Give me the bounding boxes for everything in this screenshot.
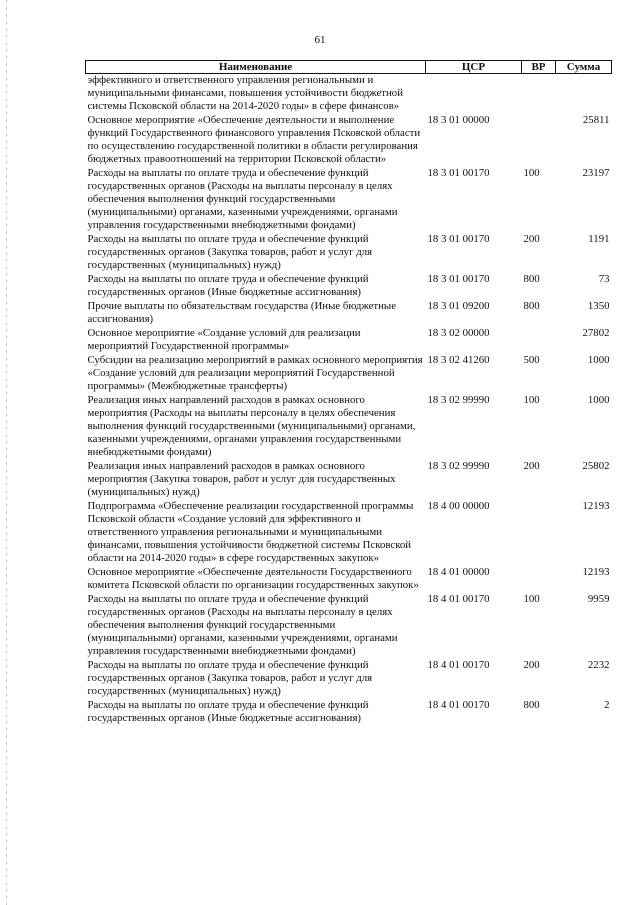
table-row — [86, 593, 612, 659]
row-csr: 18 3 01 09200 — [427, 300, 490, 312]
row-vr: 200 — [523, 659, 540, 671]
row-vr: 800 — [523, 300, 540, 312]
row-vr: 100 — [523, 593, 540, 605]
row-name: Расходы на выплаты по оплате труда и обеспечение функций государственных органов (Расходы на выплаты персоналу в целях обеспечения выполнения функций государственными (муниципальными) органами, казенными учреждениями, органами управления государственными внебюджетными фондами) — [87, 593, 398, 657]
row-csr: 18 4 00 00000 — [427, 500, 490, 512]
row-csr: 18 3 02 41260 — [427, 354, 490, 366]
row-name: Расходы на выплаты по оплате труда и обеспечение функций государственных органов (Закупка товаров, работ и услуг для государственных (муниципальных) нужд) — [87, 659, 373, 697]
row-vr — [522, 327, 556, 354]
row-sum: 1350 — [587, 300, 610, 312]
table-header — [86, 61, 612, 74]
row-csr: 18 4 01 00000 — [427, 566, 490, 578]
row-csr: 18 4 01 00170 — [427, 593, 490, 605]
table-row — [86, 114, 612, 167]
row-csr: 18 4 01 00170 — [427, 699, 490, 711]
header-row — [86, 61, 612, 74]
row-sum: 1191 — [588, 233, 610, 245]
row-csr: 18 3 02 00000 — [427, 327, 490, 339]
row-name: Расходы на выплаты по оплате труда и обеспечение функций государственных органов (Иные бюджетные ассигнования) — [87, 699, 369, 724]
row-csr: 18 3 02 99990 — [427, 460, 490, 472]
row-csr: 18 3 01 00170 — [427, 167, 490, 179]
table-row — [86, 566, 612, 593]
budget-table — [85, 60, 612, 726]
row-name: Субсидии на реализацию мероприятий в рамках основного мероприятия «Создание условий для реализации мероприятий Государственной программы» (Межбюджетные трансферты) — [87, 354, 423, 392]
row-vr: 800 — [523, 699, 540, 711]
row-sum: 1000 — [587, 354, 610, 366]
row-vr: 500 — [523, 354, 540, 366]
row-name: Основное мероприятие «Создание условий для реализации мероприятий Государственной программы» — [87, 327, 361, 352]
table-row — [86, 273, 612, 300]
row-name: Расходы на выплаты по оплате труда и обеспечение функций государственных органов (Иные бюджетные ассигнования) — [87, 273, 369, 298]
table-row — [86, 659, 612, 699]
row-sum: 9959 — [587, 593, 610, 605]
header-sum: Сумма — [556, 61, 612, 74]
row-sum: 25811 — [582, 114, 610, 126]
row-name: Подпрограмма «Обеспечение реализации государственной программы Псковской области «Создание условий для эффективного и ответственного управления региональными и муниципальными финансами, повышения устойчивости бюджетной системы Псковской области на 2014-2020 годы» в сфере государственных закупок» — [87, 500, 414, 564]
row-csr — [426, 74, 522, 115]
row-csr: 18 3 01 00170 — [427, 233, 490, 245]
row-name: Прочие выплаты по обязательствам государства (Иные бюджетные ассигнования) — [87, 300, 396, 325]
header-vr: ВР — [522, 61, 556, 74]
row-sum: 25802 — [582, 460, 610, 472]
row-csr: 18 3 01 00000 — [427, 114, 490, 126]
row-name: Реализация иных направлений расходов в рамках основного мероприятия (Закупка товаров, работ и услуг для государственных (муниципальных) нужд) — [87, 460, 396, 498]
table-body — [86, 74, 612, 727]
scan-edge-line — [6, 0, 7, 905]
table-row — [86, 74, 612, 115]
row-sum: 1000 — [587, 394, 610, 406]
row-name: Расходы на выплаты по оплате труда и обеспечение функций государственных органов (Закупка товаров, работ и услуг для государственных (муниципальных) нужд) — [87, 233, 373, 271]
header-name: Наименование — [86, 61, 426, 74]
row-vr: 800 — [523, 273, 540, 285]
table-row — [86, 699, 612, 726]
row-vr — [522, 74, 556, 115]
row-sum: 73 — [598, 273, 610, 285]
row-vr: 100 — [523, 167, 540, 179]
row-sum: 23197 — [582, 167, 610, 179]
table-row — [86, 354, 612, 394]
row-csr: 18 4 01 00170 — [427, 659, 490, 671]
row-sum: 27802 — [582, 327, 610, 339]
table-row — [86, 300, 612, 327]
row-sum: 2232 — [587, 659, 610, 671]
row-csr: 18 3 01 00170 — [427, 273, 490, 285]
page-number: 61 — [314, 34, 326, 46]
row-csr: 18 3 02 99990 — [427, 394, 490, 406]
row-vr — [522, 500, 556, 566]
header-csr: ЦСР — [426, 61, 522, 74]
row-sum: 2 — [604, 699, 610, 711]
row-vr — [522, 114, 556, 167]
row-vr: 100 — [523, 394, 540, 406]
table-row — [86, 460, 612, 500]
row-sum: 12193 — [582, 566, 610, 578]
table-row — [86, 233, 612, 273]
row-vr: 200 — [523, 233, 540, 245]
row-name: Расходы на выплаты по оплате труда и обеспечение функций государственных органов (Расходы на выплаты персоналу в целях обеспечения выполнения функций государственными (муниципальными) органами, казенными учреждениями, органами управления государственными внебюджетными фондами) — [87, 167, 398, 231]
table-row — [86, 167, 612, 233]
row-name: Основное мероприятие «Обеспечение деятельности и выполнение функций Государственного финансового управления Псковской области по осуществлению государственной политики в области регулирования бюджетных правоотношений на территории Псковской области» — [87, 114, 421, 165]
table-row — [86, 327, 612, 354]
row-name: Реализация иных направлений расходов в рамках основного мероприятия (Расходы на выплаты персоналу в целях обеспечения выполнения функций государственными (муниципальными) органами, казенными учреждениями, органами управления государственными внебюджетными фондами) — [87, 394, 416, 458]
row-vr — [522, 566, 556, 593]
table-row — [86, 500, 612, 566]
row-sum: 12193 — [582, 500, 610, 512]
row-name: Основное мероприятие «Обеспечение деятельности Государственного комитета Псковской области по организации государственных закупок» — [87, 566, 419, 591]
row-vr: 200 — [523, 460, 540, 472]
row-sum — [556, 74, 612, 115]
table-row — [86, 394, 612, 460]
row-name: эффективного и ответственного управления региональными и муниципальными финансами, повышения устойчивости бюджетной системы Псковской области на 2014-2020 годы» в сфере финансов» — [87, 74, 403, 112]
